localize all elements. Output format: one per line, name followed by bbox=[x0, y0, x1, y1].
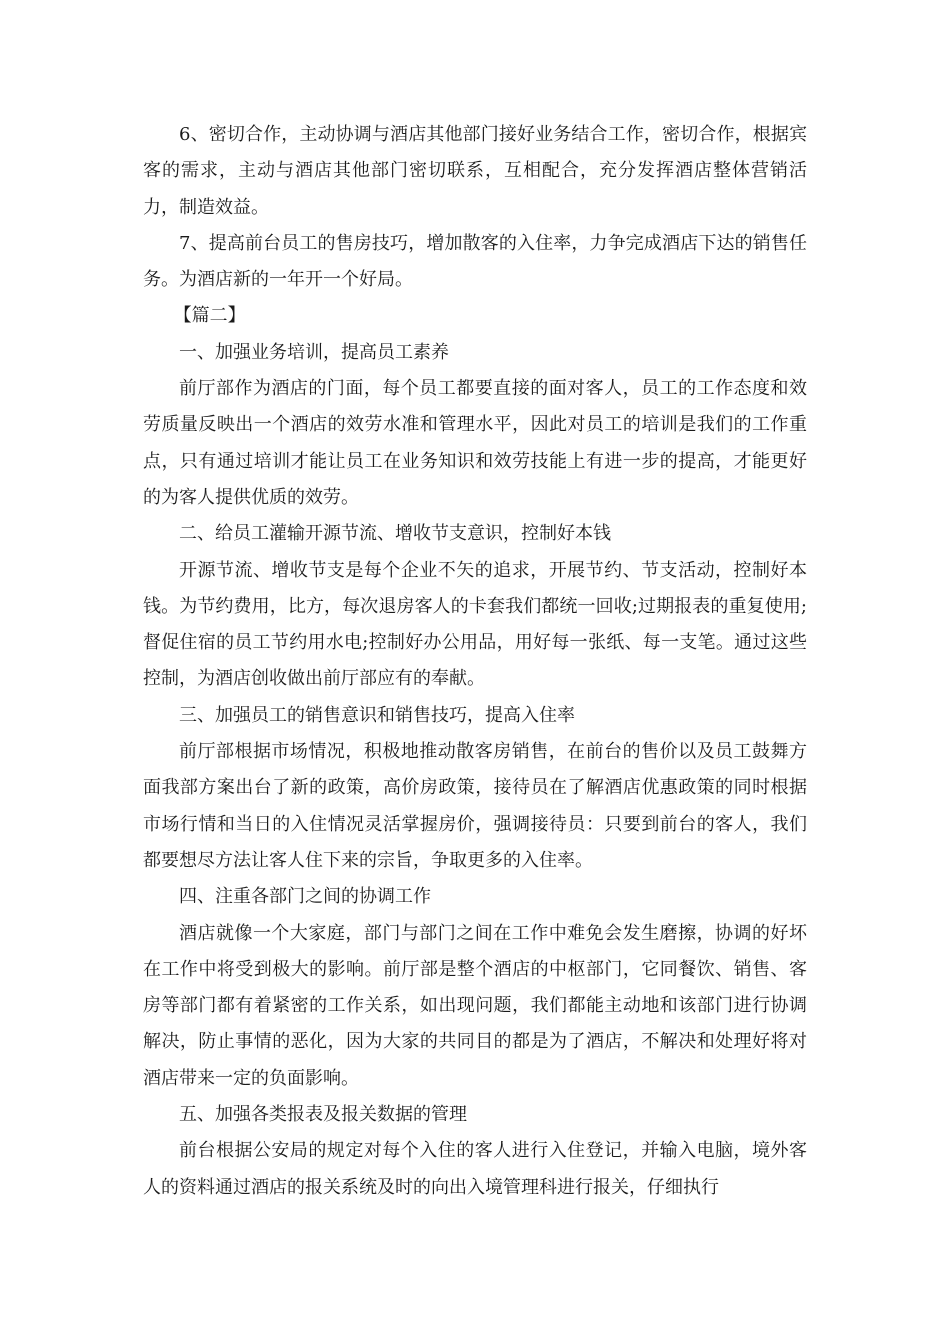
section-body-3: 前厅部根据市场情况，积极地推动散客房销售，在前台的售价以及员工鼓舞方面我部方案出台了新的政策，高价房政策，接待员在了解酒店优惠政策的同时根据市场行情和当日的入住情况灵活掌握房价，强调接待员：只要到前台的客人，我们都要想尽方法让客人住下来的宗旨，争取更多的入住率。 bbox=[143, 741, 807, 871]
section-body-2: 开源节流、增收节支是每个企业不矢的追求，开展节约、节支活动，控制好本钱。为节约费用，比方，每次退房客人的卡套我们都统一回收;过期报表的重复使用;督促住宿的员工节约用水电;控制好办公用品，用好每一张纸、每一支笔。通过这些控制，为酒店创收做出前厅部应有的奉献。 bbox=[143, 559, 807, 690]
section-heading-4: 四、注重各部门之间的协调工作 bbox=[179, 886, 431, 908]
section-body-5: 前台根据公安局的规定对每个入住的客人进行入住登记，并输入电脑，境外客人的资料通过酒店的报关系统及时的向出入境管理科进行报关，仔细执行 bbox=[143, 1140, 807, 1198]
section-heading-3: 三、加强员工的销售意识和销售技巧，提高入住率 bbox=[179, 704, 575, 726]
section-heading-1: 一、加强业务培训，提高员工素养 bbox=[179, 341, 449, 363]
section-heading-5: 五、加强各类报表及报关数据的管理 bbox=[179, 1104, 467, 1126]
document-body bbox=[143, 117, 807, 1206]
section-heading-2: 二、给员工灌输开源节流、增收节支意识，控制好本钱 bbox=[179, 523, 611, 545]
section-body-4: 酒店就像一个大家庭，部门与部门之间在工作中难免会发生磨擦，协调的好坏在工作中将受到极大的影响。前厅部是整个酒店的中枢部门，它同餐饮、销售、客房等部门都有着紧密的工作关系，如出现问题，我们都能主动地和该部门进行协调解决，防止事情的恶化，因为大家的共同目的都是为了酒店，不解决和处理好将对酒店带来一定的负面影响。 bbox=[143, 922, 807, 1089]
section-body-1: 前厅部作为酒店的门面，每个员工都要直接的面对客人，员工的工作态度和效劳质量反映出一个酒店的效劳水准和管理水平，因此对员工的培训是我们的工作重点，只有通过培训才能让员工在业务知识和效劳技能上有进一步的提高，才能更好的为客人提供优质的效劳。 bbox=[143, 378, 807, 508]
paragraph-item-7: 7、提高前台员工的售房技巧，增加散客的入住率，力争完成酒店下达的销售任务。为酒店新的一年开一个好局。 bbox=[143, 232, 807, 291]
section-marker: 【篇二】 bbox=[173, 305, 246, 327]
paragraph-item-6: 6、密切合作，主动协调与酒店其他部门接好业务结合工作，密切合作，根据宾客的需求，主动与酒店其他部门密切联系，互相配合，充分发挥酒店整体营销活力，制造效益。 bbox=[143, 124, 807, 218]
